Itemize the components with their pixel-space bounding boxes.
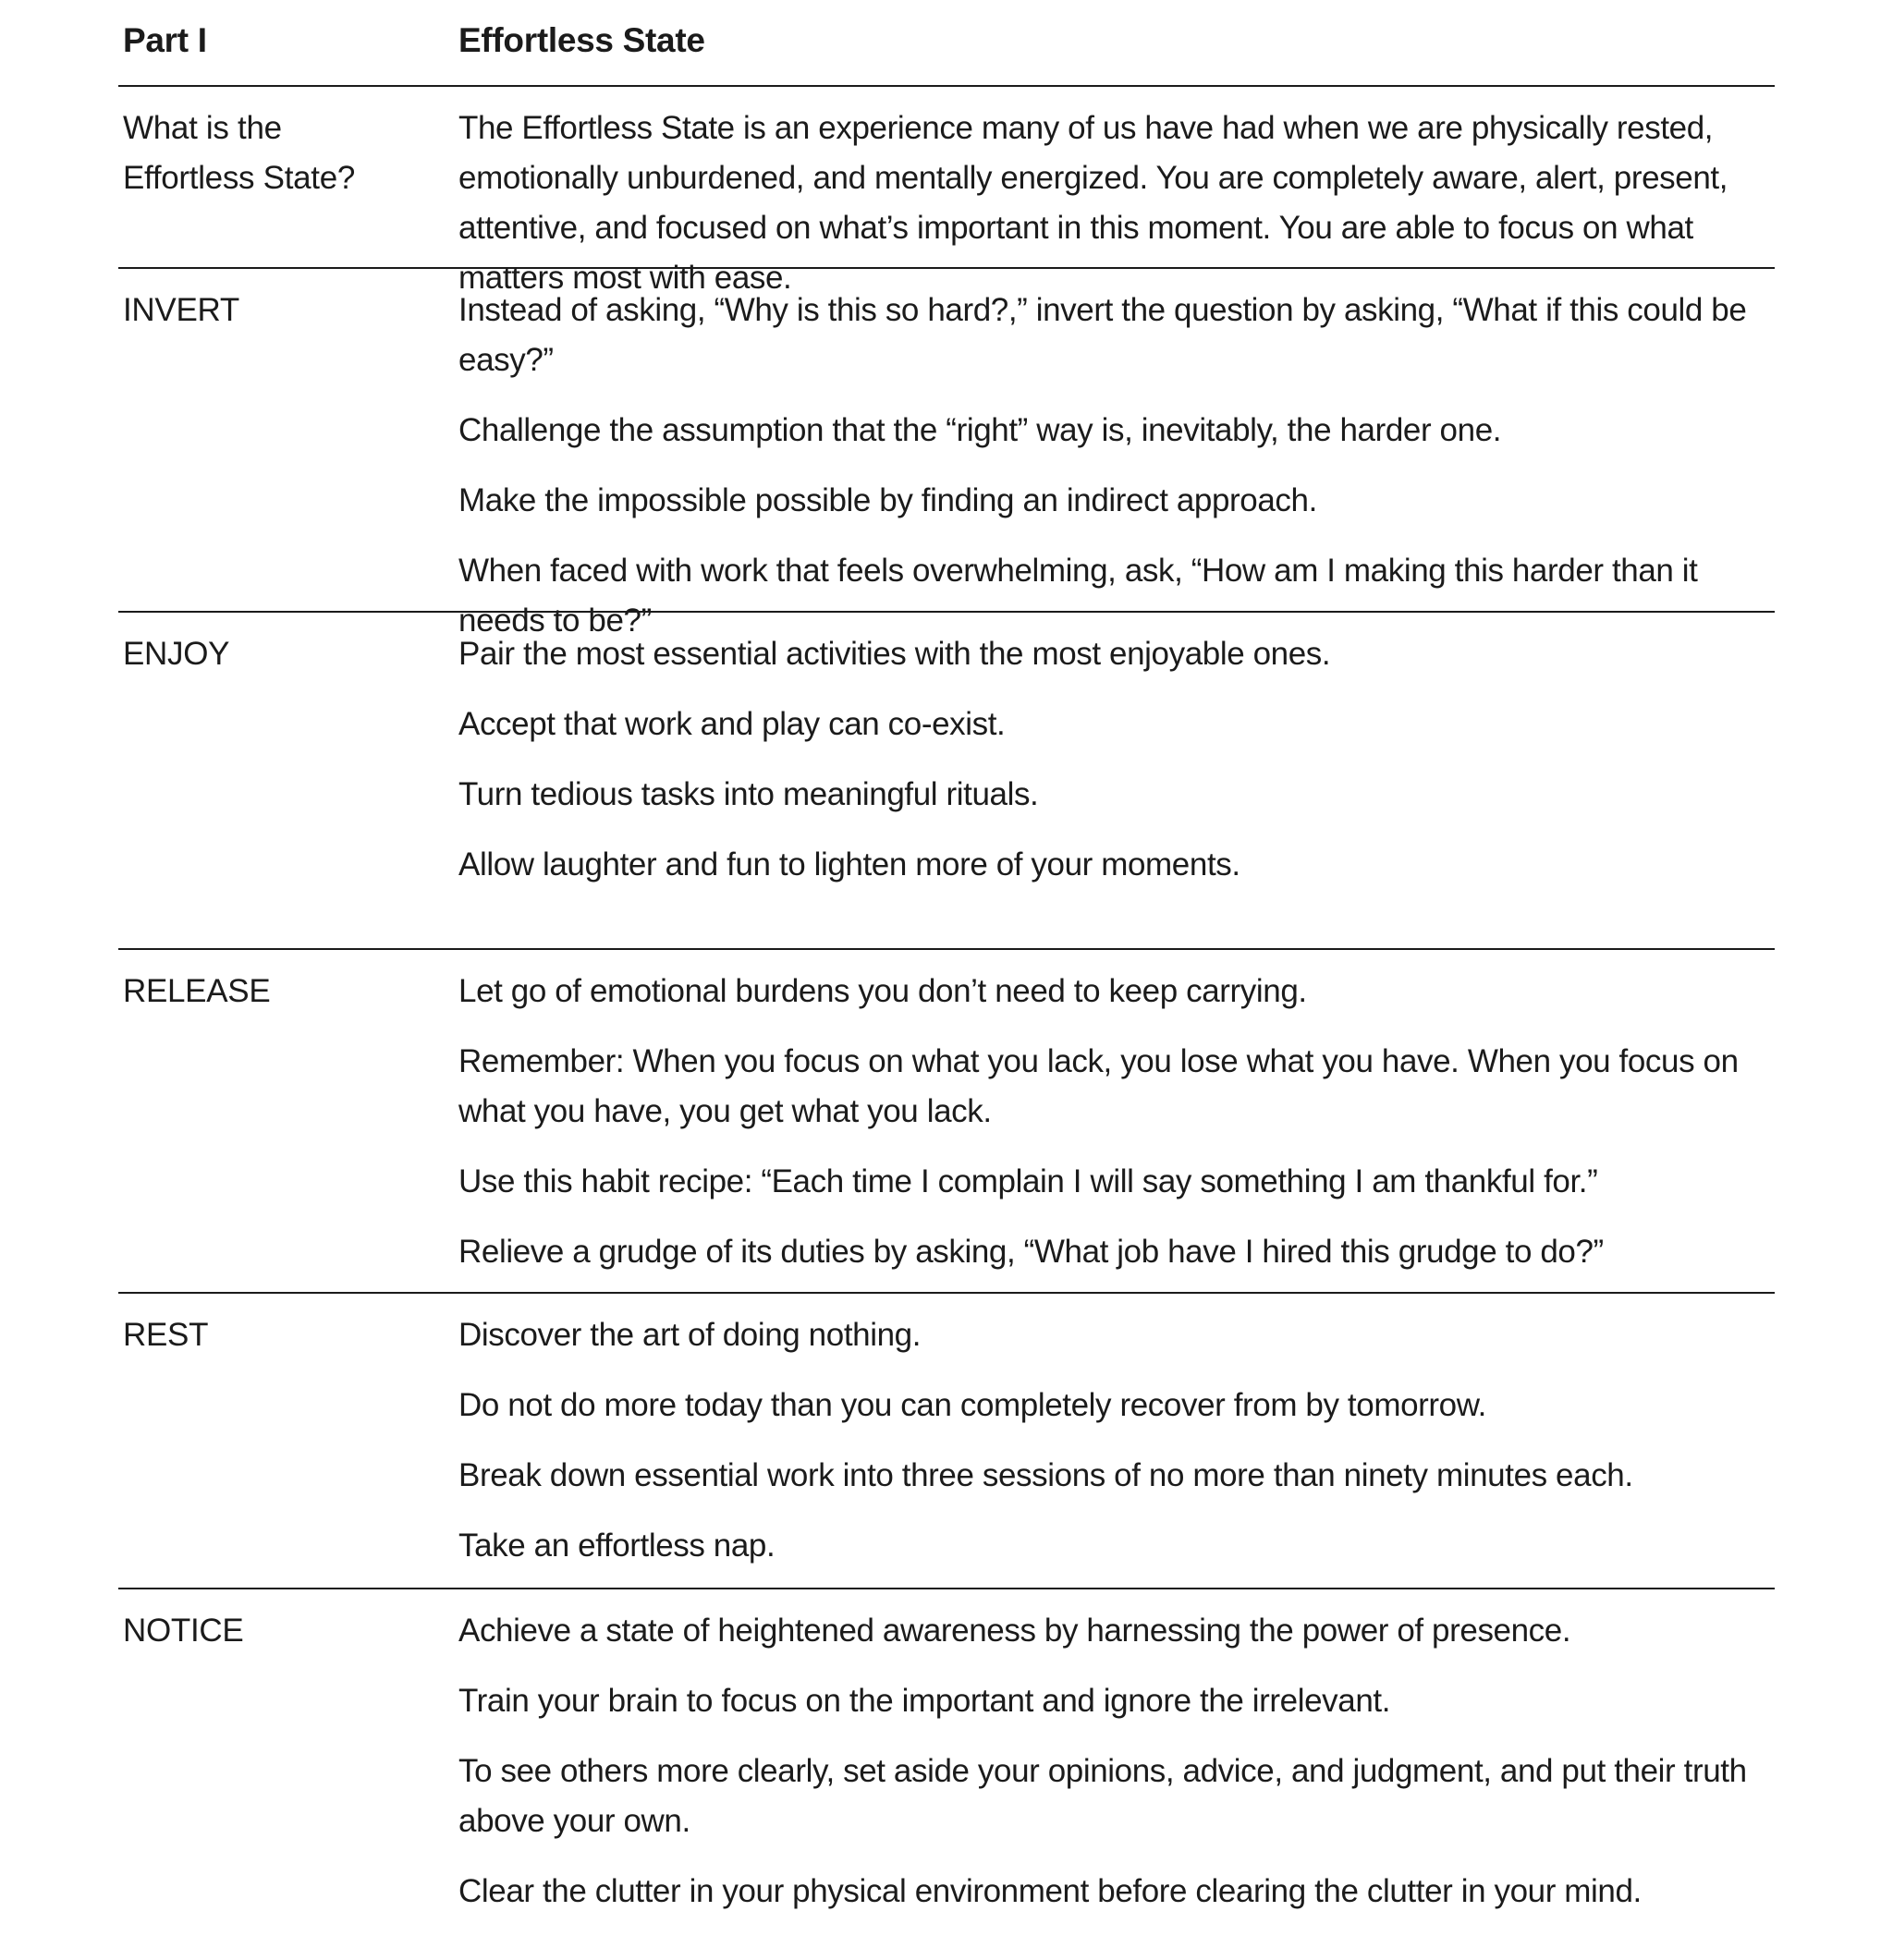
row-content: [458, 286, 1775, 646]
row-paragraph: Train your brain to focus on the important and ignore the irrelevant.: [458, 1683, 1391, 1719]
row-paragraph: When faced with work that feels overwhelming, ask, “How am I making this harder than it needs to be?”: [458, 553, 1698, 639]
table-row-release: [118, 950, 1775, 1294]
row-content: [458, 629, 1775, 890]
row-label: What is the Effortless State?: [123, 110, 356, 196]
table-row-rest: [118, 1294, 1775, 1589]
table-row-notice: [118, 1589, 1775, 1917]
header-part-label: Part I: [123, 21, 207, 59]
table-row-enjoy: [118, 613, 1775, 950]
row-paragraph: Relieve a grudge of its duties by asking, “What job have I hired this grudge to do?”: [458, 1234, 1604, 1270]
row-label: REST: [123, 1317, 209, 1353]
row-paragraph: To see others more clearly, set aside your opinions, advice, and judgment, and put their truth above your own.: [458, 1753, 1747, 1839]
table-header: [118, 0, 1775, 87]
row-content: [458, 1310, 1775, 1571]
row-paragraph: The Effortless State is an experience many of us have had when we are physically rested, emotionally unburdened, and mentally energized. You are completely aware, alert, present, attentive, and focused on what’s important in this moment. You are able to focus on what matters most with ease.: [458, 110, 1728, 296]
row-content: [458, 1606, 1775, 1917]
table-row-definition: [118, 87, 1775, 296]
summary-table: [118, 0, 1775, 1917]
row-paragraph: Break down essential work into three sessions of no more than ninety minutes each.: [458, 1457, 1633, 1493]
row-paragraph: Do not do more today than you can completely recover from by tomorrow.: [458, 1387, 1486, 1423]
table-row-invert: [118, 269, 1775, 639]
row-label: ENJOY: [123, 636, 230, 672]
row-paragraph: Discover the art of doing nothing.: [458, 1317, 922, 1353]
row-paragraph: Clear the clutter in your physical environment before clearing the clutter in your mind.: [458, 1873, 1642, 1909]
row-label: RELEASE: [123, 973, 271, 1009]
row-paragraph: Accept that work and play can co-exist.: [458, 706, 1006, 742]
row-paragraph: Instead of asking, “Why is this so hard?,” invert the question by asking, “What if this could be easy?”: [458, 292, 1747, 378]
header-section-title: Effortless State: [458, 21, 705, 59]
row-paragraph: Challenge the assumption that the “right” way is, inevitably, the harder one.: [458, 412, 1502, 448]
row-paragraph: Let go of emotional burdens you don’t need to keep carrying.: [458, 973, 1307, 1009]
row-content: [458, 967, 1775, 1277]
row-paragraph: Pair the most essential activities with the most enjoyable ones.: [458, 636, 1331, 672]
row-paragraph: Take an effortless nap.: [458, 1528, 776, 1564]
row-paragraph: Allow laughter and fun to lighten more of your moments.: [458, 846, 1240, 883]
row-paragraph: Use this habit recipe: “Each time I complain I will say something I am thankful for.”: [458, 1163, 1598, 1199]
row-paragraph: Make the impossible possible by finding an indirect approach.: [458, 482, 1317, 518]
row-paragraph: Achieve a state of heightened awareness by harnessing the power of presence.: [458, 1613, 1571, 1649]
row-content: [458, 103, 1775, 303]
row-label: NOTICE: [123, 1613, 244, 1649]
row-paragraph: Remember: When you focus on what you lack, you lose what you have. When you focus on what you have, you get what you lack.: [458, 1043, 1739, 1129]
row-label: INVERT: [123, 292, 239, 328]
row-paragraph: Turn tedious tasks into meaningful rituals.: [458, 776, 1039, 812]
